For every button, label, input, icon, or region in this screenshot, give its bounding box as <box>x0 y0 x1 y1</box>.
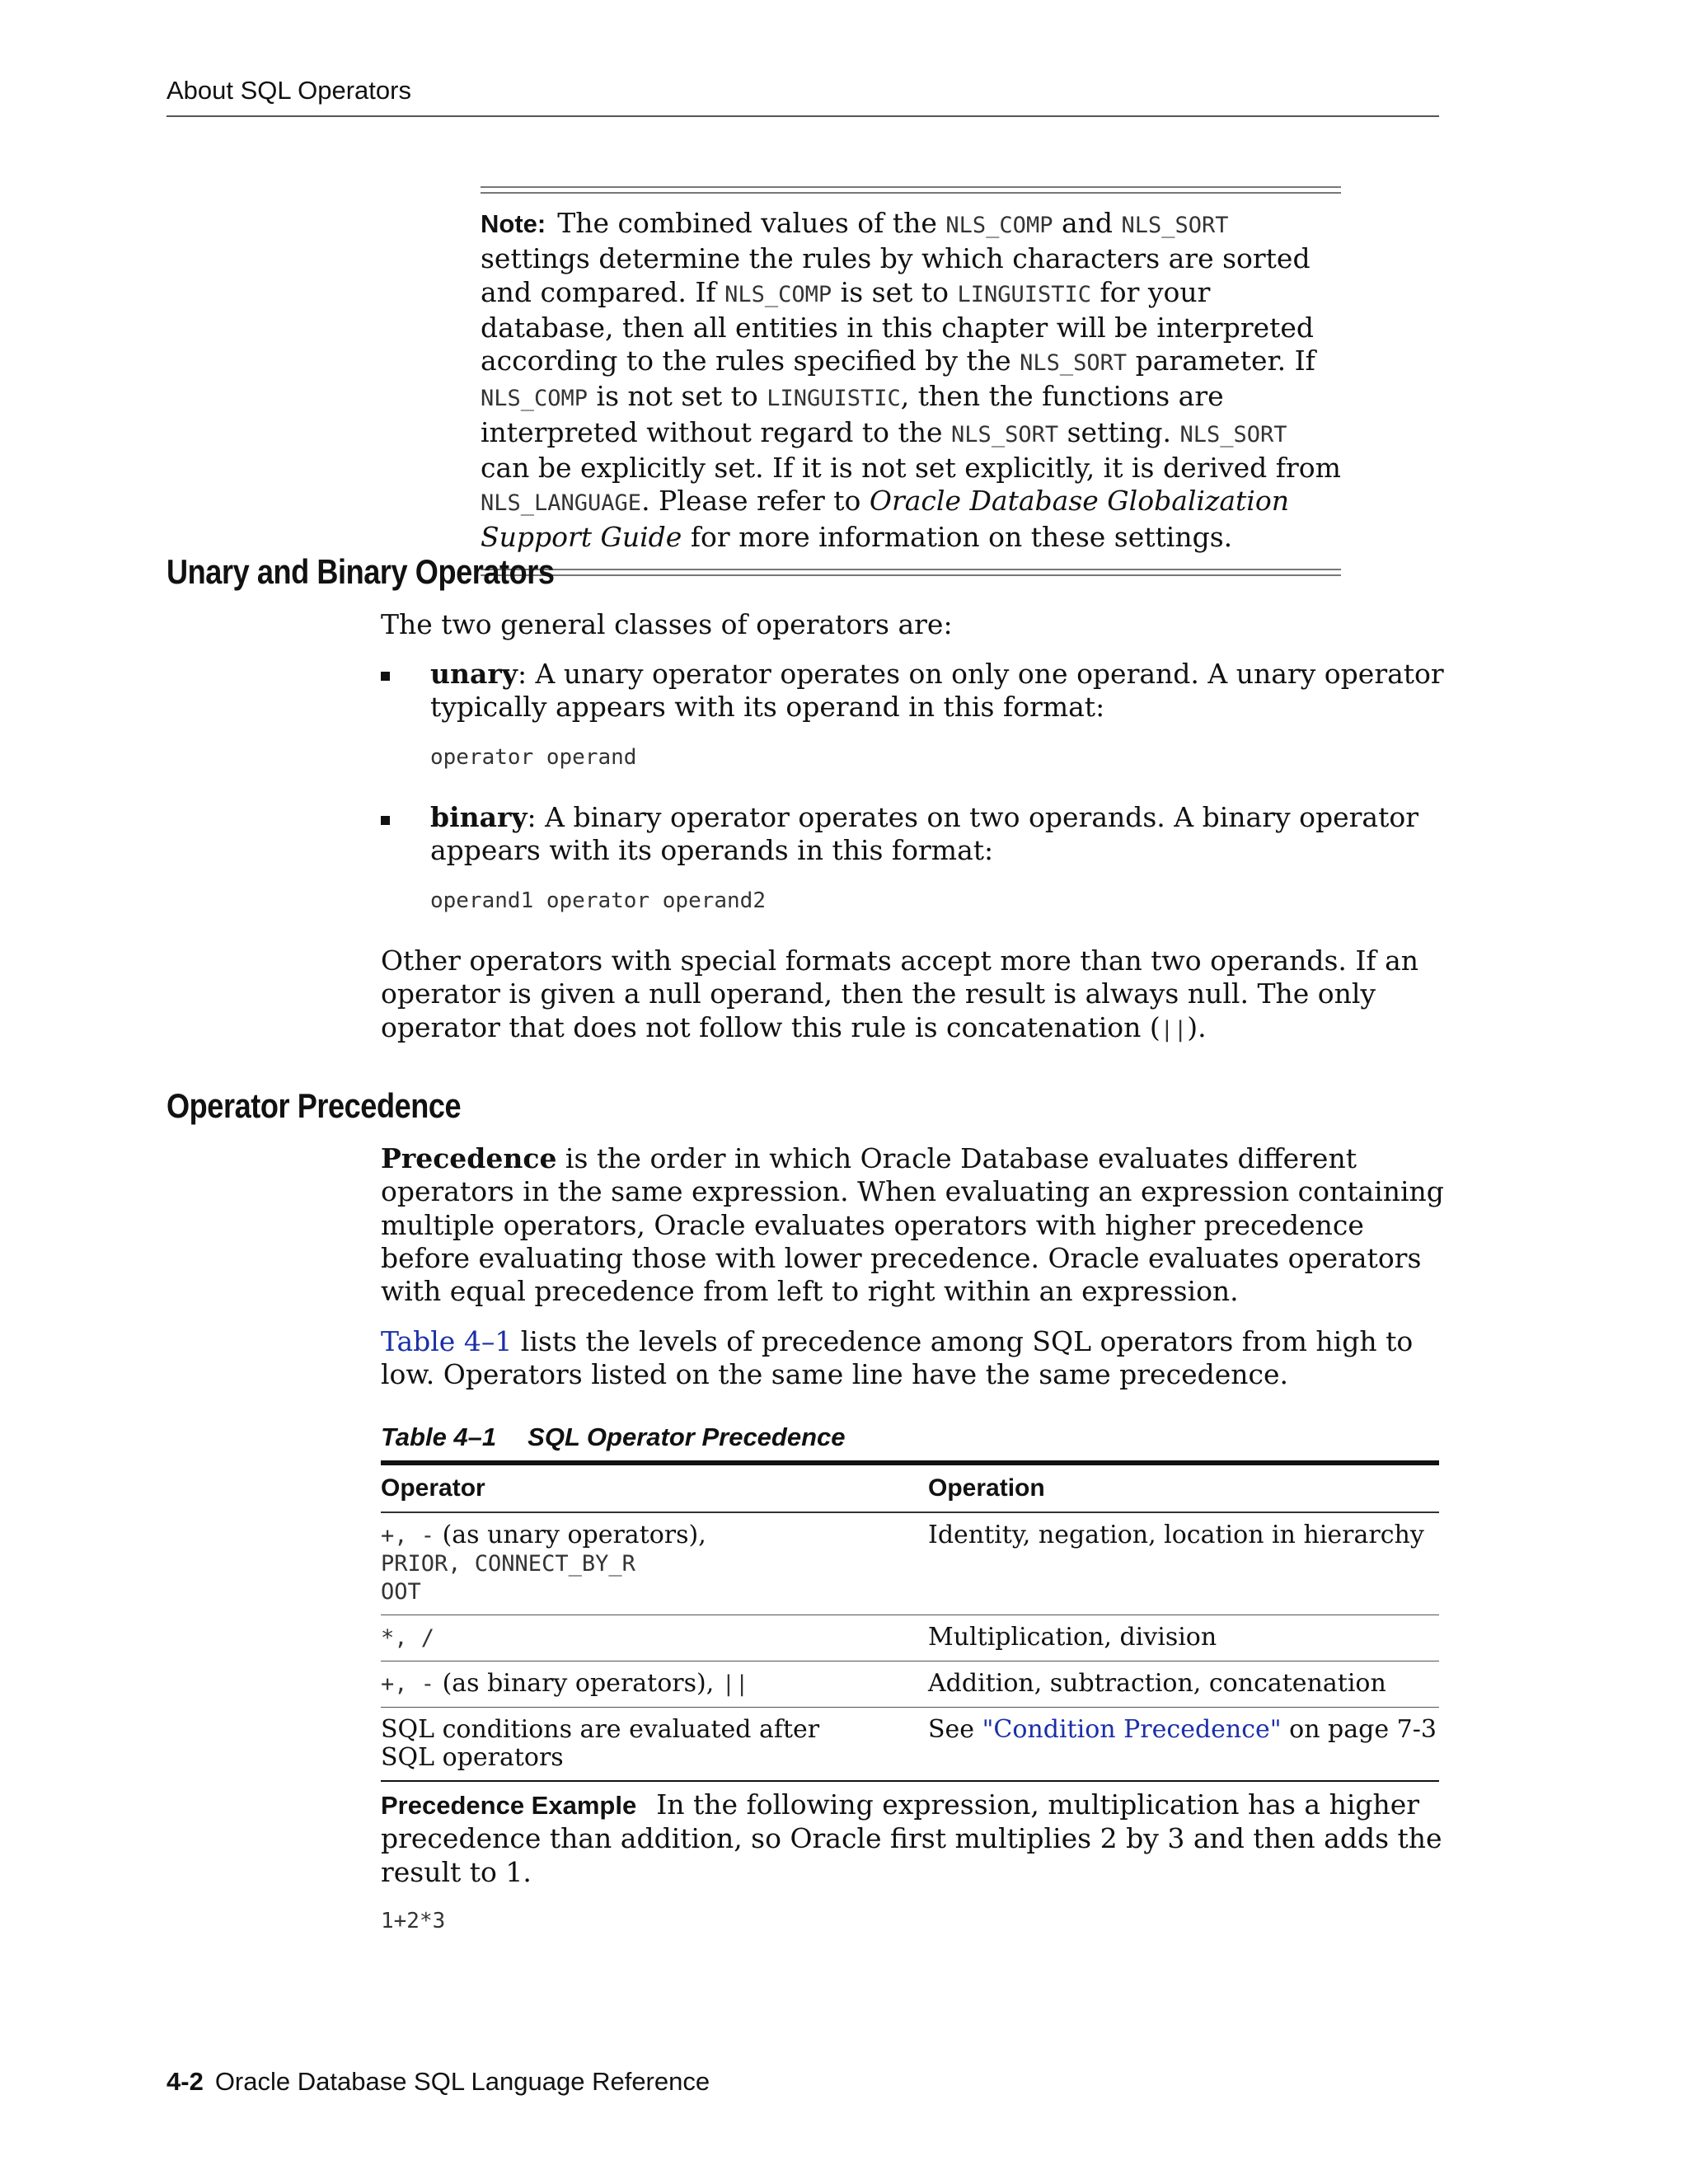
operation-cell: Identity, negation, location in hierarchy <box>928 1512 1439 1615</box>
operator-code: PRIOR, CONNECT_BY_ROOT <box>381 1551 635 1605</box>
note-text-run: for your database, then all entities in this chapter will be interpreted according to the rules specified by the <box>481 275 1315 377</box>
condition-precedence-link[interactable]: "Condition Precedence" <box>982 1715 1282 1744</box>
running-header: About SQL Operators <box>166 76 411 105</box>
note-code: NLS_COMP <box>724 281 832 307</box>
unary-code: operator operand <box>430 745 637 770</box>
column-header-operator: Operator <box>381 1463 928 1512</box>
note-code: NLS_COMP <box>945 213 1053 238</box>
bullet-icon <box>381 672 390 681</box>
heading-operator-precedence: Operator Precedence <box>166 1086 462 1125</box>
bullet-icon <box>381 816 390 825</box>
note-text-run: and <box>1053 207 1122 239</box>
note-text-run: for more information on these settings. <box>682 520 1233 553</box>
operation-cell: Multiplication, division <box>928 1615 1439 1661</box>
table-reference-text: lists the levels of precedence among SQL operators from high to low. Operators listed on the same line have the same precedence. <box>381 1325 1414 1391</box>
page-number: 4-2 <box>166 2067 204 2096</box>
note-text-run: is set to <box>832 275 958 308</box>
operation-page-ref: on page 7-3 <box>1281 1715 1437 1744</box>
table-caption-title: SQL Operator Precedence <box>528 1422 846 1451</box>
operator-cell <box>381 1615 928 1661</box>
operation-text: See <box>928 1715 982 1744</box>
book-title: Oracle Database SQL Language Reference <box>214 2067 710 2096</box>
precedence-example-text: In the following expression, multiplication has a higher precedence than addition, so Oracle first multiplies 2 by 3 and then adds the result to 1. <box>381 1788 1442 1888</box>
note-label: Note: <box>481 209 546 238</box>
table-4-1-link[interactable]: Table 4–1 <box>381 1325 513 1357</box>
table-row <box>381 1512 1439 1615</box>
note-text-run: . Please refer to <box>641 485 870 518</box>
binary-item <box>430 801 1444 868</box>
example-code: 1+2*3 <box>381 1909 446 1933</box>
operator-code: *, / <box>381 1625 435 1651</box>
note-code: LINGUISTIC <box>957 281 1092 307</box>
precedence-example-label: Precedence Example <box>381 1791 637 1820</box>
note-text-run: is not set to <box>588 380 767 413</box>
operator-code: +, - <box>381 1523 435 1549</box>
precedence-term: Precedence <box>381 1142 557 1174</box>
note-text-run: parameter. If <box>1127 344 1315 377</box>
note-code: NLS_COMP <box>481 386 588 412</box>
operation-cell: Addition, subtraction, concatenation <box>928 1661 1439 1708</box>
note-code: NLS_SORT <box>1121 213 1229 238</box>
column-header-operation: Operation <box>928 1463 1439 1512</box>
table-row <box>381 1615 1439 1661</box>
operator-text: SQL conditions are evaluated after SQL operators <box>381 1715 820 1772</box>
table-row <box>381 1661 1439 1708</box>
note-text-run: , then the functions are interpreted without regard to the <box>481 380 1224 448</box>
unary-description: : A unary operator operates on only one operand. A unary operator typically appears with its operand in this format: <box>430 658 1444 724</box>
note-text-run: settings determine the rules by which characters are sorted and compared. If <box>481 242 1311 308</box>
binary-description: : A binary operator operates on two operands. A binary operator appears with its operands in this format: <box>430 801 1418 867</box>
precedence-definition: is the order in which Oracle Database evaluates different operators in the same expression. When evaluating an expression containing multiple operators, Oracle evaluates operators with higher precedence before evaluating those with lower precedence. Oracle evaluates operators with equal precedence from left to right within an expression. <box>381 1142 1444 1308</box>
operator-cell <box>381 1708 928 1782</box>
precedence-example-paragraph <box>381 1788 1444 1889</box>
table-header-row <box>381 1463 1439 1512</box>
operation-cell <box>928 1708 1439 1782</box>
precedence-paragraph <box>381 1142 1444 1308</box>
operator-text: (as binary operators), <box>434 1669 722 1698</box>
table-row <box>381 1708 1439 1782</box>
heading-unary-binary: Unary and Binary Operators <box>166 552 555 591</box>
note-code: NLS_LANGUAGE <box>481 490 642 517</box>
operator-code: || <box>721 1671 749 1697</box>
unary-binary-intro: The two general classes of operators are: <box>381 608 953 640</box>
note-reference-title: Oracle Database Globalization Support Guide <box>481 485 1289 553</box>
other-operators-text-end: ). <box>1187 1010 1207 1043</box>
operator-code: +, - <box>381 1671 435 1697</box>
operator-cell <box>381 1661 928 1708</box>
note-text-run: setting. <box>1058 415 1180 448</box>
table-caption-number: Table 4–1 <box>381 1422 497 1451</box>
note-text-run: can be explicitly set. If it is not set explicitly, it is derived from <box>481 452 1341 485</box>
table-reference-paragraph <box>381 1325 1444 1392</box>
note-box <box>481 186 1341 576</box>
binary-code: operand1 operator operand2 <box>430 888 766 913</box>
operator-cell <box>381 1512 928 1615</box>
binary-term: binary <box>430 801 528 833</box>
note-text-run: The combined values of the <box>557 207 946 239</box>
note-code: NLS_SORT <box>1020 350 1128 377</box>
precedence-table <box>381 1460 1439 1782</box>
table-caption <box>381 1422 846 1452</box>
note-top-rule <box>481 186 1341 194</box>
note-text <box>481 207 1341 554</box>
operator-text: (as unary operators), <box>434 1521 706 1549</box>
other-operators-text: Other operators with special formats accept more than two operands. If an operator is given a null operand, then the result is always null. The only operator that does not follow this rule is concatenation ( <box>381 944 1419 1043</box>
header-rule <box>166 115 1439 117</box>
note-code: NLS_SORT <box>951 421 1059 448</box>
note-code: NLS_SORT <box>1179 421 1287 448</box>
note-bottom-rule <box>481 569 1341 576</box>
concatenation-code: || <box>1160 1016 1188 1043</box>
note-code: LINGUISTIC <box>767 386 901 412</box>
page-footer <box>166 2067 710 2097</box>
other-operators-paragraph <box>381 944 1444 1047</box>
unary-item <box>430 658 1444 724</box>
unary-term: unary <box>430 658 518 690</box>
